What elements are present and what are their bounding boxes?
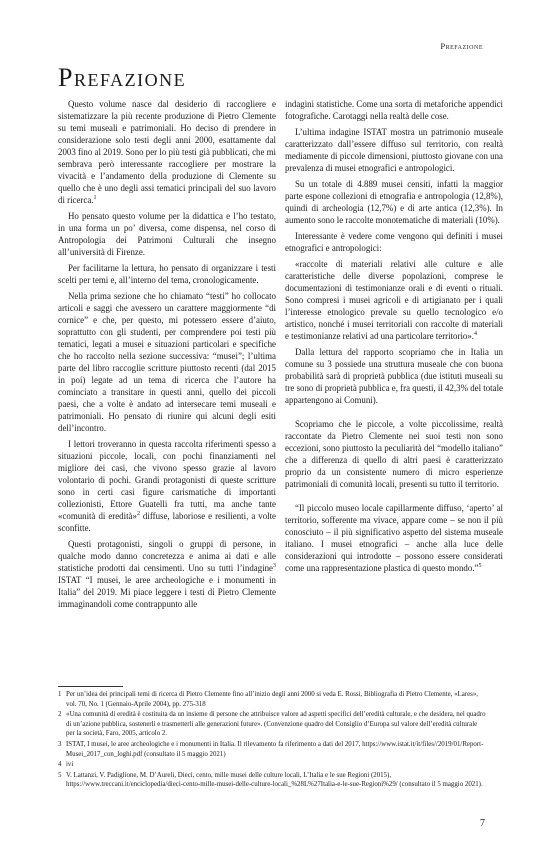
footnote-rule [58,686,123,687]
footnote-marker: 4 [474,331,478,338]
paragraph [285,258,503,342]
paragraph-text: «raccolte di materiali relativi alle culture e alle caratteristiche delle diverse popolazioni, comprese le documentazioni di testimonianze orali e di eventi o rituali. Sono compresi i musei agricoli e di artigianato per i quali l’interesse etnologico prevale su quello tecnologico e/o artistico, nonché i musei territoriali con raccolte di materiali e testimonianze relativi ad una particolare territorio». [285,259,503,341]
paragraph-text: Ho pensato questo volume per la didattica e l’ho testato, in una forma un po’ diversa, come dispensa, nel corso di Antropologia dei Patrimoni Culturali che insegno all’università di Firenze. [58,211,276,257]
footnote-marker: 1 [93,195,97,202]
footnote [58,771,486,790]
paragraph [58,290,276,434]
paragraph-text: “Il piccolo museo locale capillarmente diffuso, ‘aperto’ al territorio, sofferente ma vivace, appare come – se non il più conosciuto – il più significativo aspetto del sistema museale italiano. I musei etnografici – anche alla luce delle considerazioni qui introdotte – possono essere considerati come una rappresentazione plastica di questo mondo.” [285,503,503,573]
paragraph [58,210,276,258]
paragraph-text: indagini statistiche. Come una sorta di metaforiche appendici fotografiche. Carotaggi nella realtà delle cose. [285,99,503,121]
footnote-number: 1 [58,691,62,698]
footnote-number: 4 [58,761,62,769]
paragraph [285,418,503,490]
paragraph [285,178,503,226]
footnote [58,710,486,739]
footnote [58,760,486,770]
footnote-marker: 5 [478,563,482,570]
paragraph-text: Questo volume nasce dal desiderio di raccogliere e sistematizzare la più recente produzione di Pietro Clemente su temi museali e patrimoniali. Ho deciso di prendere in considerazione solo testi degli anni 2000, esattamente dal 2003 fino al 2019. Sono per lo più testi già pubblicati, che mi sembrava però interessante raccogliere per mostrare la vivacità e l’andamento della produzione di Clemente su quello che è uno degli assi tematici principali del suo lavoro di ricerca. [58,99,276,205]
footnote-marker: 2 [136,511,140,518]
footnote [58,690,486,709]
paragraph-text: I lettori troveranno in questa raccolta riferimenti spesso a situazioni piccole, locali, con pochi finanziamenti nel migliore dei casi, che vivono spesso grazie al lavoro volontario di pochi. Grandi protagonisti di queste scritture sono in certi casi figure carismatiche di importanti collezionisti, Ettore Guatelli fra tutti, ma anche tante «comunità di eredità» [58,439,276,521]
paragraph [285,126,503,174]
footnote-text: ISTAT, I musei, le aree archeologiche e i monumenti in Italia. Il rilevamento fa riferimento a dati del 2017, https://www.istat.it/it/files//2019/01/Report-Musei_2017_con_loghi.pdf (consultato il 5 maggio 2021) [66,740,484,758]
paragraph [58,538,276,610]
paragraph [285,98,503,122]
footnote-number: 2 [58,711,62,719]
footnote-number: 3 [58,740,62,748]
paragraph-text: diffuse, laboriose e resilienti, a volte sconfitte. [58,511,276,533]
footnote-text: ivi [66,761,74,769]
footnote [58,740,486,759]
left-column [58,98,276,614]
paragraph-text: Questi protagonisti, singoli o gruppi di persone, in qualche modo danno concretezza e anima ai dati e alle statistiche prodotti dai censimenti. Uno su tutti l’indagine [58,539,276,573]
paragraph [58,438,276,534]
footnote-marker: 3 [273,563,276,570]
footnote-number: 5 [58,771,62,779]
paragraph-text: Dalla lettura del rapporto scopriamo che in Italia un comune su 3 possiede una struttura museale che con buona probabilità sarà di proprietà pubblica (due istituti museali su tre sono di proprietà pubblica e, fra questi, il 42,3% del totale appartengono ai Comuni). [285,347,503,405]
paragraph-text: Scopriamo che le piccole, a volte piccolissime, realtà raccontate da Pietro Clemente nei suoi testi non sono eccezioni, sono piuttosto la peculiarità del “modello italiano” che a differenza di quello di altri paesi è caratterizzato proprio da un consistente numero di micro esperienze patrimoniali di comunità locali, presenti su tutto il territorio. [285,419,503,489]
paragraph-text: Nella prima sezione che ho chiamato “testi” ho collocato articoli e saggi che avessero un carattere maggiormente “di cornice” e che, per questo, mi potessero essere d’aiuto, soprattutto con gli studenti, per comprendere poi testi più tematici, legati a musei e situazioni particolari e specifiche che ho raccolto nella sezione successiva: “musei”; l’ultima parte del libro raccoglie scritture piuttosto recenti (dal 2015 in poi) legate ad un tema di ricerca che l’autore ha cominciato a transitare in questi anni, quello dei piccoli paesi, che a volte è andato ad intersecare temi museali e patrimoniali. Ho pensato di riunire qui alcuni degli esiti dell’incontro. [58,291,276,433]
paragraph-text: L’ultima indagine ISTAT mostra un patrimonio museale caratterizzato dall’essere diffuso sul territorio, con realtà mediamente di piccole dimensioni, piuttosto giovane con una prevalenza di musei etnografici e antropologici. [285,127,503,173]
chapter-title: Prefazione [58,63,187,92]
page-number: 7 [480,818,485,829]
footnote-text: Per un’idea dei principali temi di ricerca di Pietro Clemente fino all’inizio degli anni 2000 si veda E. Rossi, Bibliografia di Pietro Clemente, «Lares», vol. 70, No. 1 (Gennaio-Aprile 2004), pp. 275-318 [66,691,478,708]
running-head: Prefazione [440,41,483,51]
paragraph-text: Per facilitarne la lettura, ho pensato di organizzare i testi scelti per temi e, all’interno del tema, cronologicamente. [58,263,276,285]
paragraph-text: Su un totale di 4.889 musei censiti, infatti la maggior parte espone collezioni di etnografia e antropologia (12,8%), quindi di archeologia (12,7%) e di arte antica (12,3%). In aumento sono le raccolte monotematiche di materiali (10%). [285,179,503,225]
footnote-text: V. Lattanzi, V. Padiglione, M. D’Aureli, Dieci, cento, mille musei delle culture locali, L’Italia e le sue Regioni (2015), https://www.treccani.it/enciclopedia/dieci-cento-mille-musei-delle-culture-locali_%28L%27Italia-e-le-sue-Regioni%29/ (consultato il 5 maggio 2021). [66,771,483,789]
paragraph-text: Interessante è vedere come vengono qui definiti i musei etnografici e antropologici: [285,231,503,253]
right-column [285,98,503,578]
footnote-text: «Una comunità di eredità è costituita da un insieme di persone che attribuisce valore ad aspetti specifici dell’eredità culturale, e che desidera, nel quadro di un’azione pubblica, sostenerli e trasmetterli alle generazioni future». (Convenzione quadro del Consiglio d’Europa sul valore dell’eredità culturale per la società, Faro, 2005, articolo 2. [66,711,486,738]
paragraph [285,502,503,574]
footnotes [58,690,486,791]
paragraph [285,346,503,406]
paragraph [58,262,276,286]
paragraph-text: ISTAT “I musei, le aree archeologiche e i monumenti in Italia” del 2019. Mi piace leggere i testi di Pietro Clemente immaginandoli come contrappunto alle [58,575,276,609]
paragraph [58,98,276,206]
paragraph [285,230,503,254]
